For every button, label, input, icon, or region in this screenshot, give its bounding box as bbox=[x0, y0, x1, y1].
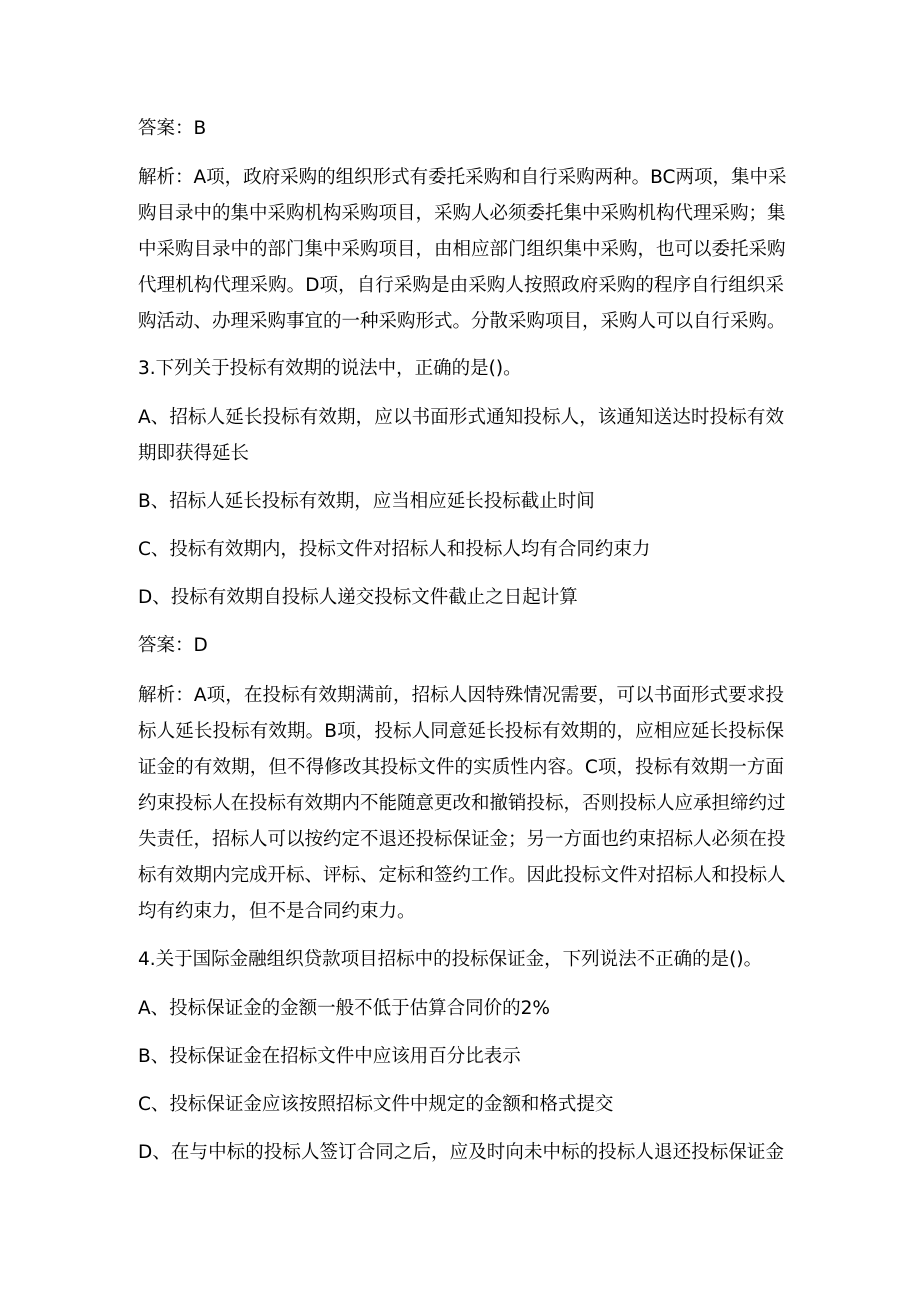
q3-option-b bbox=[138, 487, 784, 517]
option-text: C、投标保证金应该按照招标文件中规定的金额和格式提交 bbox=[138, 1094, 614, 1115]
q3-question bbox=[138, 354, 784, 384]
analysis-line: 解析：A项，政府采购的组织形式有委托采购和自行采购两种。BC两项，集中采 bbox=[138, 167, 787, 188]
option-text: D、在与中标的投标人签订合同之后，应及时向未中标的投标人退还投标保证金 bbox=[138, 1142, 784, 1163]
analysis-line: 中采购目录中的部门集中采购项目，由相应部门组织集中采购，也可以委托采购 bbox=[138, 239, 786, 260]
q4-question bbox=[138, 945, 784, 975]
q3-option-c bbox=[138, 535, 784, 565]
option-text: B、投标保证金在招标文件中应该用百分比表示 bbox=[138, 1046, 521, 1067]
q3-answer bbox=[138, 631, 784, 661]
analysis-line: 证金的有效期，但不得修改其投标文件的实质性内容。C项，投标有效期一方面 bbox=[138, 757, 784, 778]
q3-option-a bbox=[138, 400, 784, 472]
analysis-line: 均有约束力，但不是合同约束力。 bbox=[138, 901, 416, 922]
question-text: 4.关于国际金融组织贷款项目招标中的投标保证金，下列说法不正确的是()。 bbox=[138, 949, 763, 970]
q3-analysis bbox=[138, 678, 784, 930]
q4-option-b bbox=[138, 1042, 784, 1072]
analysis-line: 标有效期内完成开标、评标、定标和签约工作。因此投标文件对招标人和投标人 bbox=[138, 865, 786, 886]
analysis-line: 失责任，招标人可以按约定不退还投标保证金；另一方面也约束招标人必须在投 bbox=[138, 829, 786, 850]
option-text: D、投标有效期自投标人递交投标文件截止之日起计算 bbox=[138, 587, 578, 608]
option-line: A、招标人延长投标有效期，应以书面形式通知投标人，该通知送达时投标有效 bbox=[138, 407, 784, 428]
analysis-line: 购活动、办理采购事宜的一种采购形式。分散采购项目，采购人可以自行采购。 bbox=[138, 311, 786, 332]
analysis-line: 购目录中的集中采购机构采购项目，采购人必须委托集中采购机构代理采购；集 bbox=[138, 203, 786, 224]
q4-option-c bbox=[138, 1090, 784, 1120]
analysis-line: 解析：A项，在投标有效期满前，招标人因特殊情况需要，可以书面形式要求投 bbox=[138, 685, 784, 706]
q2-analysis bbox=[138, 160, 787, 340]
analysis-line: 代理机构代理采购。D项，自行采购是由采购人按照政府采购的程序自行组织采 bbox=[138, 275, 784, 296]
q4-option-d bbox=[138, 1138, 784, 1168]
option-text: C、投标有效期内，投标文件对招标人和投标人均有合同约束力 bbox=[138, 539, 651, 560]
option-text: A、投标保证金的金额一般不低于估算合同价的2% bbox=[138, 998, 551, 1019]
question-text: 3.下列关于投标有效期的说法中，正确的是()。 bbox=[138, 358, 522, 379]
q3-option-d bbox=[138, 583, 784, 613]
option-line: 期即获得延长 bbox=[138, 443, 250, 464]
answer-text: 答案：B bbox=[138, 118, 207, 139]
option-text: B、招标人延长投标有效期，应当相应延长投标截止时间 bbox=[138, 491, 595, 512]
q4-option-a bbox=[138, 994, 784, 1024]
analysis-line: 标人延长投标有效期。B项，投标人同意延长投标有效期的，应相应延长投标保 bbox=[138, 721, 784, 742]
analysis-line: 约束投标人在投标有效期内不能随意更改和撤销投标，否则投标人应承担缔约过 bbox=[138, 793, 786, 814]
q2-answer bbox=[138, 114, 784, 144]
answer-text: 答案：D bbox=[138, 635, 208, 656]
